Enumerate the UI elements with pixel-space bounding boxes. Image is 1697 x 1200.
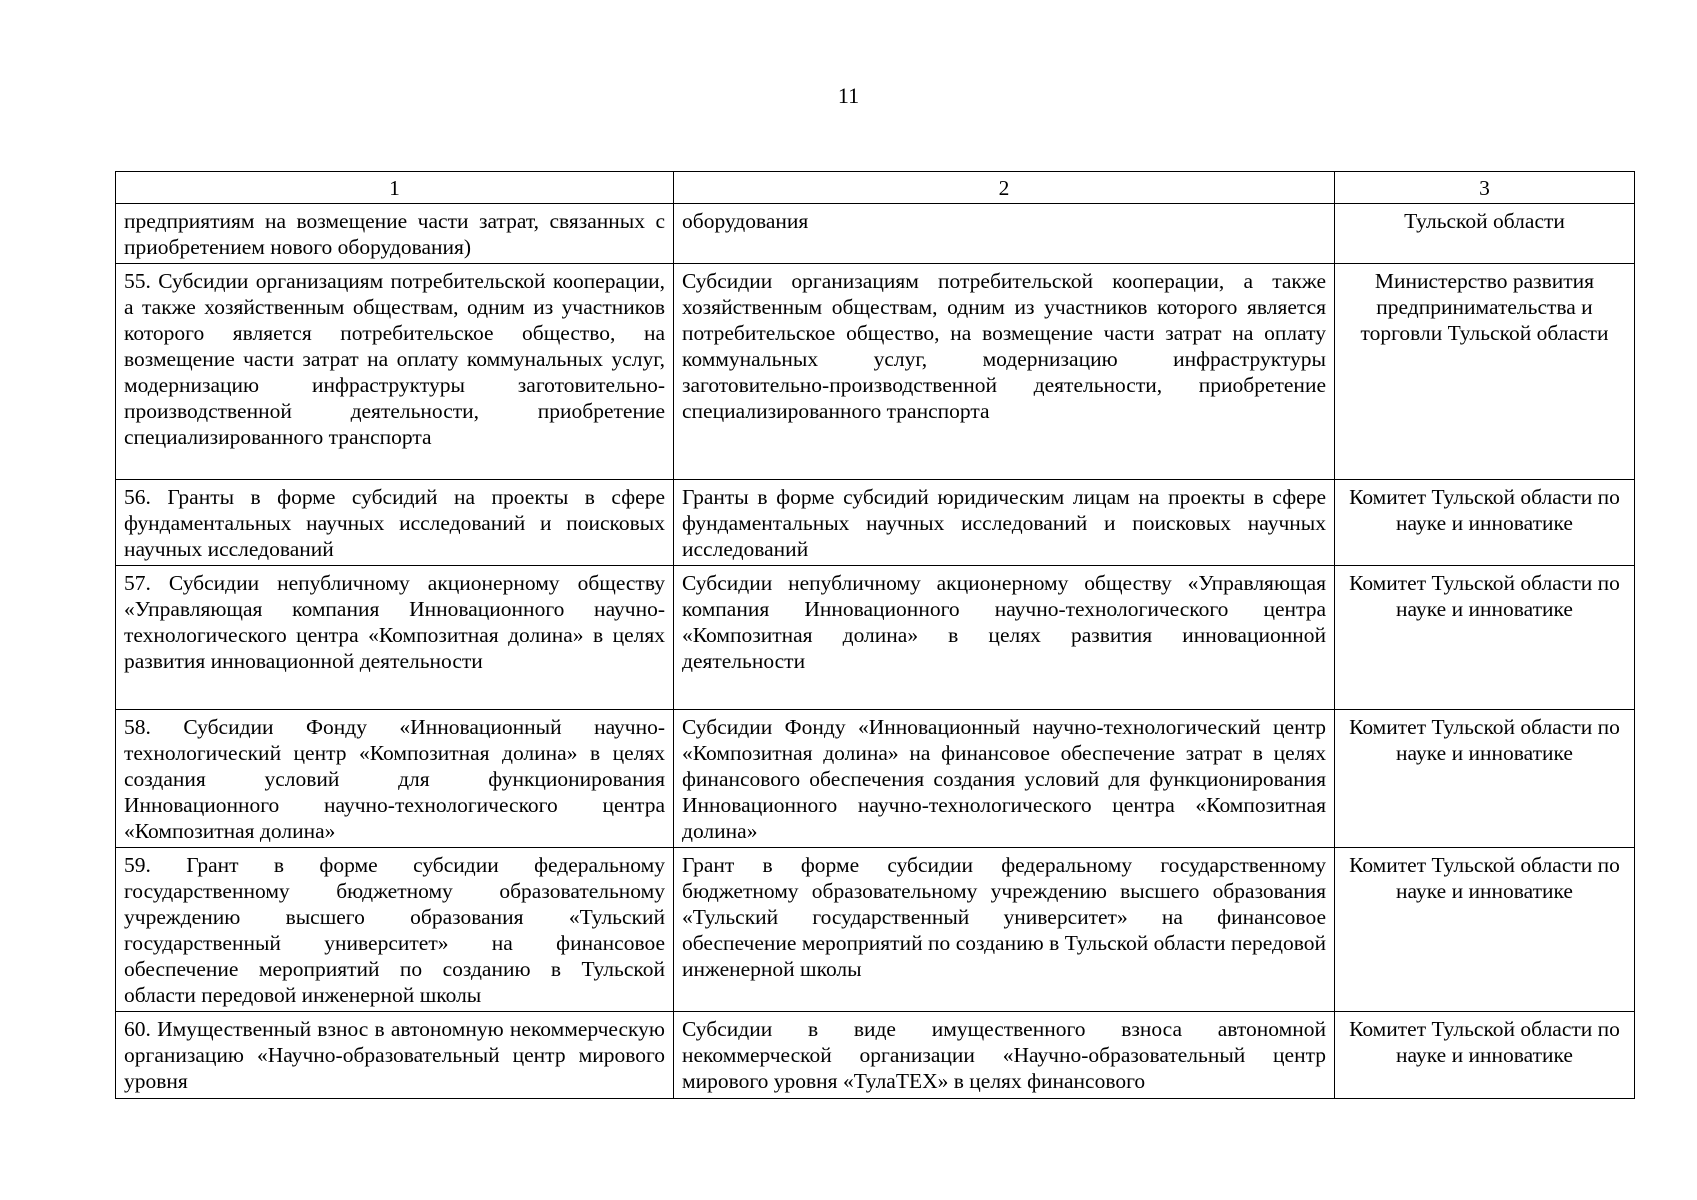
responsible-body-cell: Комитет Тульской области по науке и инноватике [1335, 848, 1635, 1012]
program-name-cell: 59. Грант в форме субсидии федеральному государственному бюджетному образовательному учреждению высшего образования «Тульский государственный университет» на финансовое обеспечение мероприятий по созданию в Тульской области передовой инженерной школы [116, 848, 674, 1012]
responsible-body-cell: Тульской области [1335, 204, 1635, 264]
program-name-cell: 57. Субсидии непубличному акционерному обществу «Управляющая компания Инновационного научно-технологического центра «Композитная долина» в целях развития инновационной деятельности [116, 566, 674, 710]
responsible-body-cell: Комитет Тульской области по науке и инноватике [1335, 480, 1635, 566]
program-name-cell: предприятиям на возмещение части затрат, связанных с приобретением нового оборудования) [116, 204, 674, 264]
responsible-body-cell: Комитет Тульской области по науке и инноватике [1335, 1012, 1635, 1099]
subsidy-description-cell: Гранты в форме субсидий юридическим лицам на проекты в сфере фундаментальных научных исследований и поисковых научных исследований [674, 480, 1335, 566]
table-row [116, 710, 1635, 848]
program-name-cell: 56. Гранты в форме субсидий на проекты в сфере фундаментальных научных исследований и поисковых научных исследований [116, 480, 674, 566]
program-name-cell: 58. Субсидии Фонду «Инновационный научно-технологический центр «Композитная долина» в целях создания условий для функционирования Инновационного научно-технологического центра «Композитная долина» [116, 710, 674, 848]
responsible-body-cell: Комитет Тульской области по науке и инноватике [1335, 566, 1635, 710]
responsible-body-cell: Комитет Тульской области по науке и инноватике [1335, 710, 1635, 848]
subsidy-table [115, 171, 1635, 1099]
responsible-body-cell: Министерство развития предпринимательства и торговли Тульской области [1335, 264, 1635, 480]
table-row [116, 848, 1635, 1012]
table-row [116, 480, 1635, 566]
page-number: 11 [837, 83, 860, 108]
table-header-row [116, 172, 1635, 204]
subsidy-description-cell: Субсидии организациям потребительской кооперации, а также хозяйственным обществам, одним из участников которого является потребительское общество, на возмещение части затрат на оплату коммунальных услуг, модернизацию инфраструктуры заготовительно-производственной деятельности, приобретение специализированного транспорта [674, 264, 1335, 480]
subsidy-description-cell: Субсидии в виде имущественного взноса автономной некоммерческой организации «Научно-образовательный центр мирового уровня «ТулаТЕХ» в целях финансового [674, 1012, 1335, 1099]
subsidy-description-cell: оборудования [674, 204, 1335, 264]
subsidy-description-cell: Субсидии Фонду «Инновационный научно-технологический центр «Композитная долина» на финансовое обеспечение затрат в целях финансового обеспечения создания условий для функционирования Инновационного научно-технологического центра «Композитная долина» [674, 710, 1335, 848]
column-number-3: 3 [1335, 172, 1635, 204]
program-name-cell: 60. Имущественный взнос в автономную некоммерческую организацию «Научно-образовательный центр мирового уровня [116, 1012, 674, 1099]
program-name-cell: 55. Субсидии организациям потребительской кооперации, а также хозяйственным обществам, одним из участников которого является потребительское общество, на возмещение части затрат на оплату коммунальных услуг, модернизацию инфраструктуры заготовительно-производственной деятельности, приобретение специализированного транспорта [116, 264, 674, 480]
subsidy-description-cell: Субсидии непубличному акционерному обществу «Управляющая компания Инновационного научно-технологического центра «Композитная долина» в целях развития инновационной деятельности [674, 566, 1335, 710]
subsidy-description-cell: Грант в форме субсидии федеральному государственному бюджетному образовательному учреждению высшего образования «Тульский государственный университет» на финансовое обеспечение мероприятий по созданию в Тульской области передовой инженерной школы [674, 848, 1335, 1012]
table-row [116, 264, 1635, 480]
column-number-1: 1 [116, 172, 674, 204]
table-row [116, 204, 1635, 264]
table-row [116, 566, 1635, 710]
column-number-2: 2 [674, 172, 1335, 204]
table-row [116, 1012, 1635, 1099]
